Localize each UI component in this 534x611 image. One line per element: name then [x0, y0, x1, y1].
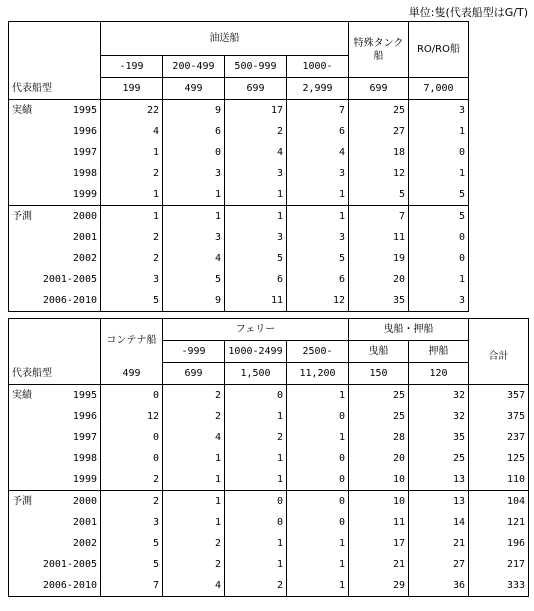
size-col-header: -199	[101, 56, 163, 78]
data-cell: 25	[349, 385, 409, 407]
data-cell: 5	[409, 184, 469, 206]
year-label: 2001	[72, 517, 97, 528]
data-cell: 5	[287, 248, 349, 269]
data-cell: 29	[349, 575, 409, 597]
data-cell: 4	[225, 142, 287, 163]
group-label: 予測	[12, 211, 32, 222]
data-cell: 1	[287, 533, 349, 554]
data-cell: 20	[349, 448, 409, 469]
group-label: 実績	[12, 390, 32, 401]
data-cell: 10	[349, 491, 409, 513]
table-row	[9, 163, 469, 184]
ferry-size-header: 2500-	[287, 341, 349, 363]
year-label: 2006-2010	[42, 580, 97, 591]
table-row	[9, 290, 469, 312]
data-cell: 1	[287, 206, 349, 228]
table-tankers	[8, 21, 469, 312]
row-label	[9, 469, 101, 491]
data-cell: 28	[349, 427, 409, 448]
data-cell: 375	[469, 406, 529, 427]
table-other-ships	[8, 318, 529, 597]
table-row	[9, 533, 529, 554]
table-row	[9, 385, 529, 407]
data-cell: 1	[225, 184, 287, 206]
data-cell: 17	[225, 100, 287, 122]
data-cell: 13	[409, 491, 469, 513]
table-row	[9, 512, 529, 533]
data-cell: 1	[163, 184, 225, 206]
rep-value: 499	[163, 78, 225, 100]
data-cell: 3	[101, 512, 163, 533]
table-row	[9, 575, 529, 597]
data-cell: 6	[287, 269, 349, 290]
data-cell: 0	[287, 448, 349, 469]
data-cell: 0	[225, 491, 287, 513]
unit-note: 単位:隻(代表船型はG/T)	[408, 6, 528, 19]
size-col-header: 1000-	[287, 56, 349, 78]
total-rep-cell	[469, 363, 529, 385]
year-label: 2001-2005	[42, 559, 97, 570]
data-cell: 5	[409, 206, 469, 228]
data-cell: 2	[225, 121, 287, 142]
rep-type-label: 代表船型	[9, 363, 101, 385]
data-cell: 1	[163, 491, 225, 513]
data-cell: 12	[287, 290, 349, 312]
data-cell: 1	[101, 206, 163, 228]
data-cell: 2	[101, 227, 163, 248]
year-label: 2000	[72, 211, 97, 222]
corner-cell	[9, 22, 101, 78]
data-cell: 25	[349, 406, 409, 427]
row-label	[9, 575, 101, 597]
year-label: 2001-2005	[42, 274, 97, 285]
data-cell: 18	[349, 142, 409, 163]
data-cell: 1	[163, 448, 225, 469]
data-cell: 11	[349, 512, 409, 533]
group-label: 予測	[12, 496, 32, 507]
table-row	[9, 406, 529, 427]
data-cell: 7	[349, 206, 409, 228]
data-cell: 0	[101, 448, 163, 469]
data-cell: 19	[349, 248, 409, 269]
row-label	[9, 427, 101, 448]
total-header: 合計	[469, 319, 529, 363]
year-label: 1996	[72, 411, 97, 422]
data-cell: 9	[163, 100, 225, 122]
data-cell: 5	[163, 269, 225, 290]
data-cell: 21	[349, 554, 409, 575]
year-label: 1999	[72, 474, 97, 485]
row-label	[9, 290, 101, 312]
data-cell: 4	[163, 248, 225, 269]
table-row	[9, 269, 469, 290]
data-cell: 1	[287, 184, 349, 206]
data-cell: 5	[101, 290, 163, 312]
data-cell: 6	[287, 121, 349, 142]
tug-header: 曳船	[349, 341, 409, 363]
special-tanker-header: 特殊タンク船	[349, 22, 409, 78]
data-cell: 0	[409, 142, 469, 163]
roro-header: RO/RO船	[409, 22, 469, 78]
row-label	[9, 100, 101, 122]
table-row	[9, 121, 469, 142]
year-label: 2006-2010	[42, 295, 97, 306]
data-cell: 125	[469, 448, 529, 469]
row-label	[9, 227, 101, 248]
data-cell: 7	[101, 575, 163, 597]
row-label	[9, 206, 101, 228]
data-cell: 12	[349, 163, 409, 184]
rep-value: 499	[101, 363, 163, 385]
data-cell: 196	[469, 533, 529, 554]
table-row	[9, 184, 469, 206]
year-label: 2001	[72, 232, 97, 243]
data-cell: 9	[163, 290, 225, 312]
data-cell: 1	[225, 554, 287, 575]
row-label	[9, 512, 101, 533]
data-cell: 0	[225, 512, 287, 533]
data-cell: 1	[101, 142, 163, 163]
year-label: 1995	[72, 390, 97, 401]
rep-value: 699	[349, 78, 409, 100]
data-cell: 4	[101, 121, 163, 142]
table-row	[9, 206, 469, 228]
data-cell: 110	[469, 469, 529, 491]
data-cell: 2	[101, 248, 163, 269]
ferry-header: フェリー	[163, 319, 349, 341]
container-header: コンテナ船	[101, 319, 163, 363]
data-cell: 217	[469, 554, 529, 575]
rep-type-label: 代表船型	[9, 78, 101, 100]
rep-value: 150	[349, 363, 409, 385]
year-label: 1996	[72, 126, 97, 137]
data-cell: 2	[225, 427, 287, 448]
data-cell: 0	[101, 427, 163, 448]
data-cell: 25	[349, 100, 409, 122]
data-cell: 10	[349, 469, 409, 491]
data-cell: 3	[287, 227, 349, 248]
data-cell: 22	[101, 100, 163, 122]
row-label	[9, 533, 101, 554]
data-cell: 1	[225, 206, 287, 228]
year-label: 2002	[72, 538, 97, 549]
data-cell: 0	[101, 385, 163, 407]
data-cell: 3	[287, 163, 349, 184]
table-row	[9, 142, 469, 163]
rep-value: 1,500	[225, 363, 287, 385]
data-cell: 32	[409, 385, 469, 407]
year-label: 1995	[72, 105, 97, 116]
oil-tanker-header: 油送船	[101, 22, 349, 56]
data-cell: 6	[163, 121, 225, 142]
data-cell: 1	[225, 469, 287, 491]
data-cell: 0	[225, 385, 287, 407]
table-body	[9, 385, 529, 597]
data-cell: 1	[101, 184, 163, 206]
data-cell: 3	[163, 163, 225, 184]
data-cell: 32	[409, 406, 469, 427]
data-cell: 1	[163, 469, 225, 491]
data-cell: 1	[163, 206, 225, 228]
data-cell: 333	[469, 575, 529, 597]
data-cell: 27	[409, 554, 469, 575]
year-label: 1997	[72, 432, 97, 443]
data-cell: 1	[287, 575, 349, 597]
row-label	[9, 406, 101, 427]
row-label	[9, 554, 101, 575]
data-cell: 35	[409, 427, 469, 448]
data-cell: 1	[409, 163, 469, 184]
data-cell: 104	[469, 491, 529, 513]
data-cell: 237	[469, 427, 529, 448]
data-cell: 21	[409, 533, 469, 554]
row-label	[9, 385, 101, 407]
data-cell: 5	[349, 184, 409, 206]
data-cell: 35	[349, 290, 409, 312]
table-row	[9, 469, 529, 491]
data-cell: 1	[225, 533, 287, 554]
row-label	[9, 142, 101, 163]
table-row	[9, 491, 529, 513]
data-cell: 0	[287, 512, 349, 533]
data-cell: 1	[225, 448, 287, 469]
rep-value: 120	[409, 363, 469, 385]
data-cell: 1	[287, 385, 349, 407]
data-cell: 2	[163, 385, 225, 407]
rep-value: 699	[163, 363, 225, 385]
data-cell: 17	[349, 533, 409, 554]
table-row	[9, 248, 469, 269]
table-body	[9, 100, 469, 312]
data-cell: 3	[409, 100, 469, 122]
data-cell: 0	[409, 227, 469, 248]
rep-value: 11,200	[287, 363, 349, 385]
table-row	[9, 554, 529, 575]
data-cell: 2	[101, 469, 163, 491]
row-label	[9, 269, 101, 290]
data-cell: 0	[409, 248, 469, 269]
data-cell: 11	[225, 290, 287, 312]
data-cell: 2	[163, 533, 225, 554]
rep-value: 2,999	[287, 78, 349, 100]
rep-value: 199	[101, 78, 163, 100]
data-cell: 36	[409, 575, 469, 597]
data-cell: 357	[469, 385, 529, 407]
data-cell: 2	[101, 491, 163, 513]
data-cell: 5	[101, 554, 163, 575]
data-cell: 1	[287, 427, 349, 448]
year-label: 2002	[72, 253, 97, 264]
data-cell: 20	[349, 269, 409, 290]
row-label	[9, 491, 101, 513]
row-label	[9, 163, 101, 184]
data-cell: 2	[163, 554, 225, 575]
row-label	[9, 184, 101, 206]
data-cell: 1	[409, 269, 469, 290]
data-cell: 1	[225, 406, 287, 427]
data-cell: 0	[163, 142, 225, 163]
year-label: 2000	[72, 496, 97, 507]
data-cell: 5	[101, 533, 163, 554]
year-label: 1998	[72, 168, 97, 179]
size-col-header: 500-999	[225, 56, 287, 78]
data-cell: 2	[101, 163, 163, 184]
data-cell: 2	[225, 575, 287, 597]
data-cell: 121	[469, 512, 529, 533]
table-row	[9, 448, 529, 469]
data-cell: 3	[409, 290, 469, 312]
row-label	[9, 248, 101, 269]
corner-cell	[9, 319, 101, 363]
data-cell: 6	[225, 269, 287, 290]
data-cell: 0	[287, 491, 349, 513]
data-cell: 3	[225, 227, 287, 248]
data-cell: 2	[163, 406, 225, 427]
push-header: 押船	[409, 341, 469, 363]
size-col-header: 200-499	[163, 56, 225, 78]
group-label: 実績	[12, 105, 32, 116]
data-cell: 1	[163, 512, 225, 533]
data-cell: 12	[101, 406, 163, 427]
table-row	[9, 227, 469, 248]
data-cell: 4	[287, 142, 349, 163]
data-cell: 1	[409, 121, 469, 142]
rep-value: 699	[225, 78, 287, 100]
row-label	[9, 121, 101, 142]
data-cell: 25	[409, 448, 469, 469]
data-cell: 3	[163, 227, 225, 248]
row-label	[9, 448, 101, 469]
data-cell: 3	[101, 269, 163, 290]
year-label: 1999	[72, 189, 97, 200]
data-cell: 7	[287, 100, 349, 122]
rep-value: 7,000	[409, 78, 469, 100]
data-cell: 0	[287, 406, 349, 427]
ferry-size-header: 1000-2499	[225, 341, 287, 363]
data-cell: 3	[225, 163, 287, 184]
data-cell: 4	[163, 427, 225, 448]
tug-push-header: 曳船・押船	[349, 319, 469, 341]
data-cell: 0	[287, 469, 349, 491]
data-cell: 1	[287, 554, 349, 575]
data-cell: 4	[163, 575, 225, 597]
data-cell: 27	[349, 121, 409, 142]
year-label: 1997	[72, 147, 97, 158]
table-row	[9, 427, 529, 448]
table-row	[9, 100, 469, 122]
data-cell: 14	[409, 512, 469, 533]
ferry-size-header: -999	[163, 341, 225, 363]
data-cell: 13	[409, 469, 469, 491]
data-cell: 11	[349, 227, 409, 248]
year-label: 1998	[72, 453, 97, 464]
data-cell: 5	[225, 248, 287, 269]
